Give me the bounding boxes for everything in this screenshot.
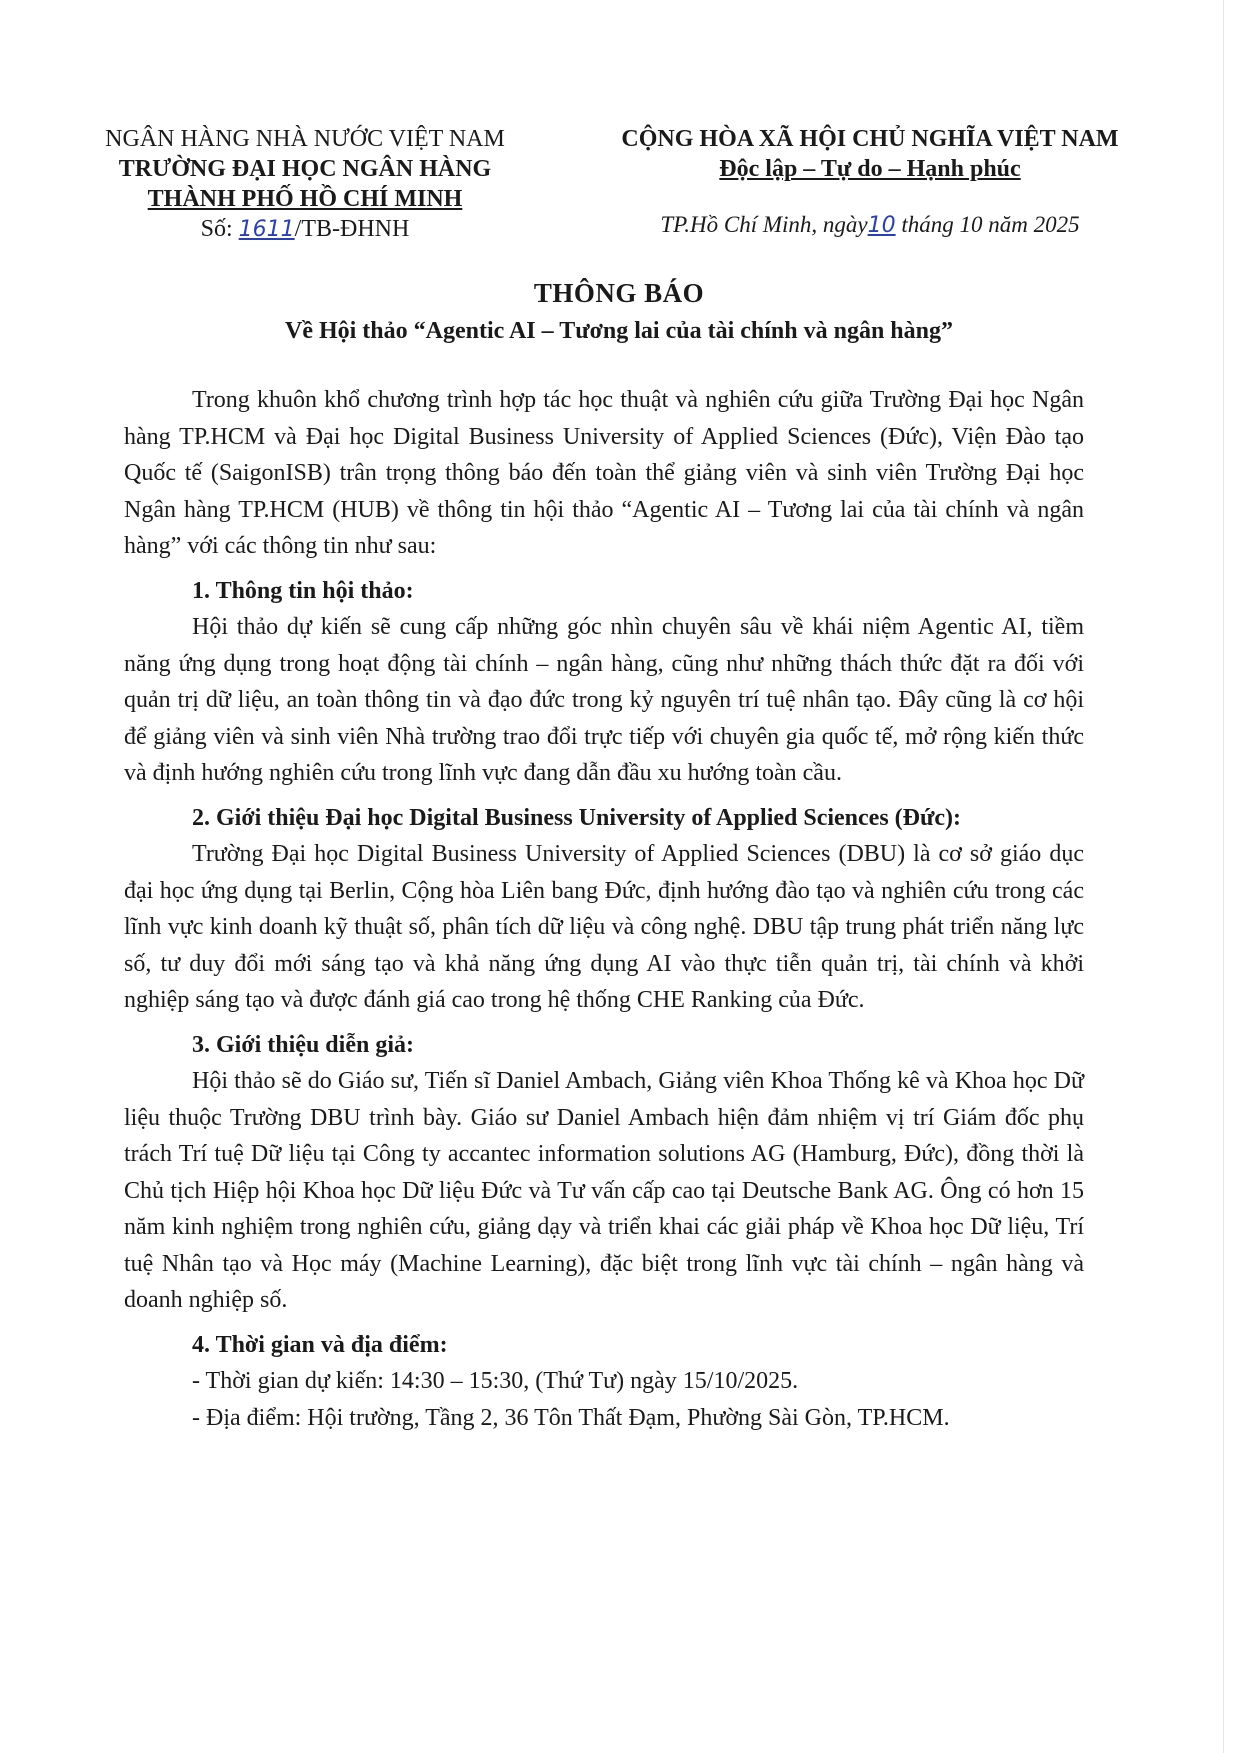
section-paragraph: Hội thảo sẽ do Giáo sư, Tiến sĩ Daniel Ambach, Giảng viên Khoa Thống kê và Khoa học Dữ liệu thuộc Trường DBU trình bày. Giáo sư Daniel Ambach hiện đảm nhiệm vị trí Giám đốc phụ trách Trí tuệ Dữ liệu tại Công ty accantec information solutions AG (Hamburg, Đức), đồng thời là Chủ tịch Hiệp hội Khoa học Dữ liệu Đức và Tư vấn cấp cao tại Deutsche Bank AG. Ông có hơn 15 năm kinh nghiệm trong nghiên cứu, giảng dạy và triển khai các giải pháp về Khoa học Dữ liệu, Trí tuệ Nhân tạo và Học máy (Machine Learning), đặc biệt trong lĩnh vực tài chính – ngân hàng và doanh nghiệp số. bbox=[124, 1068, 1084, 1313]
document-number bbox=[80, 214, 530, 245]
document-number-prefix: Số: bbox=[200, 216, 239, 242]
schedule-time: - Thời gian dự kiến: 14:30 – 15:30, (Thứ Tư) ngày 15/10/2025. bbox=[192, 1368, 799, 1394]
date-suffix: tháng 10 năm 2025 bbox=[895, 212, 1080, 237]
issuer-city: THÀNH PHỐ HỒ CHÍ MINH bbox=[147, 186, 463, 212]
intro-paragraph: Trong khuôn khổ chương trình hợp tác học thuật và nghiên cứu giữa Trường Đại học Ngân hàng TP.HCM và Đại học Digital Business University of Applied Sciences (Đức), Viện Đào tạo Quốc tế (SaigonISB) trân trọng thông báo đến toàn thể giảng viên và sinh viên Trường Đại học Ngân hàng TP.HCM (HUB) về thông tin hội thảo “Agentic AI – Tương lai của tài chính và ngân hàng” với các thông tin như sau: bbox=[124, 387, 1084, 559]
date-prefix: TP.Hồ Chí Minh, ngày bbox=[660, 212, 868, 237]
document-subtitle: Về Hội thảo “Agentic AI – Tương lai của tài chính và ngân hàng” bbox=[284, 318, 953, 344]
issue-date bbox=[600, 212, 1140, 238]
issuer-university: TRƯỜNG ĐẠI HỌC NGÂN HÀNG bbox=[118, 156, 492, 182]
handwritten-number: 1611 bbox=[238, 217, 295, 242]
schedule-venue: - Địa điểm: Hội trường, Tầng 2, 36 Tôn Thất Đạm, Phường Sài Gòn, TP.HCM. bbox=[192, 1404, 950, 1431]
handwritten-day: 10 bbox=[867, 213, 896, 238]
national-heading bbox=[600, 124, 1140, 184]
section-paragraph: Hội thảo dự kiến sẽ cung cấp những góc nhìn chuyên sâu về khái niệm Agentic AI, tiềm năng ứng dụng trong hoạt động tài chính – ngân hàng, cũng như những thách thức đặt ra đối với quản trị dữ liệu, an toàn thông tin và đạo đức trong kỷ nguyên trí tuệ nhân tạo. Đây cũng là cơ hội để giảng viên và sinh viên Nhà trường trao đổi trực tiếp với chuyên gia quốc tế, mở rộng kiến thức và định hướng nghiên cứu trong lĩnh vực đang dẫn đầu xu hướng toàn cầu. bbox=[124, 614, 1084, 786]
section-heading: 1. Thông tin hội thảo: bbox=[192, 577, 414, 604]
section-paragraph: Trường Đại học Digital Business University of Applied Sciences (DBU) là cơ sở giáo dục đại học ứng dụng tại Berlin, Cộng hòa Liên bang Đức, định hướng đào tạo và nghiên cứu trong các lĩnh vực kinh doanh kỹ thuật số, phân tích dữ liệu và công nghệ. DBU tập trung phát triển năng lực số, tư duy đổi mới sáng tạo và khả năng ứng dụng AI vào thực tiễn quản trị, tài chính và khởi nghiệp sáng tạo và được đánh giá cao trong hệ thống CHE Ranking của Đức. bbox=[124, 841, 1084, 1013]
document-number-suffix: /TB-ĐHNH bbox=[294, 216, 410, 242]
issuer-agency: NGÂN HÀNG NHÀ NƯỚC VIỆT NAM bbox=[105, 126, 505, 152]
section-heading: 2. Giới thiệu Đại học Digital Business University of Applied Sciences (Đức): bbox=[192, 804, 962, 831]
document-title: THÔNG BÁO bbox=[533, 278, 705, 308]
section-heading: 4. Thời gian và địa điểm: bbox=[192, 1331, 448, 1358]
section-heading: 3. Giới thiệu diễn giả: bbox=[192, 1031, 414, 1058]
national-title: CỘNG HÒA XÃ HỘI CHỦ NGHĨA VIỆT NAM bbox=[621, 126, 1119, 152]
issuer-block bbox=[80, 124, 530, 245]
national-motto: Độc lập – Tự do – Hạnh phúc bbox=[719, 156, 1021, 182]
document-body bbox=[124, 382, 1084, 1436]
page-edge bbox=[1223, 0, 1224, 1753]
